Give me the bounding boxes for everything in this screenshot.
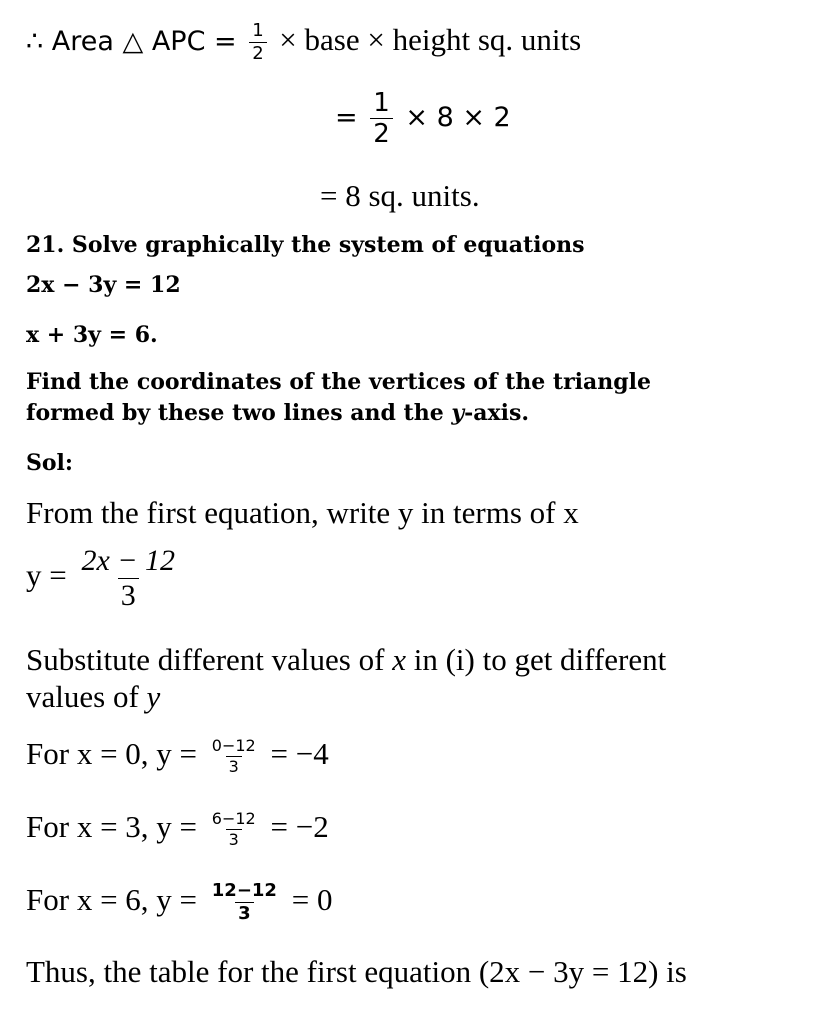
fraction-numerator: 0−12 [211,736,256,756]
row-prefix: For x = 0, y = [26,736,198,771]
fraction-numerator: 1 [373,88,390,118]
substitute-text: values of [26,679,147,714]
sol-label: Sol: [26,450,74,476]
area-formula-line [26,22,581,63]
row-fraction [209,738,259,775]
fraction-numerator: 6−12 [211,809,256,829]
half-fraction [249,22,266,63]
fraction-numerator: 1 [252,20,264,41]
fraction-denominator: 3 [226,756,242,775]
find-instruction-line-2 [26,400,529,426]
find-line2-suffix: -axis. [464,400,530,426]
substitute-text: Substitute different values of [26,642,393,677]
area-formula-suffix: × base × height sq. units [279,22,582,57]
fraction-numerator: 2x − 12 [81,544,176,577]
half-fraction [370,90,393,147]
y-expression [26,546,182,611]
row-prefix: For x = 6, y = [26,882,198,917]
value-row-3 [26,882,332,923]
row-fraction [209,811,259,848]
substitute-var: x [392,642,406,677]
row-result: = 0 [291,882,333,917]
row-result: = −4 [270,736,329,771]
area-substitution-suffix: × 8 × 2 [405,102,511,133]
find-instruction-line-1: Find the coordinates of the vertices of the triangle [26,369,652,395]
find-line2-prefix: formed by these two lines and the [26,400,452,426]
y-label: y = [26,557,67,593]
substitute-line-2 [26,679,160,715]
equals-sign: = [335,102,358,133]
y-fraction [78,546,178,611]
fraction-denominator: 3 [118,578,139,611]
solution-intro: From the first equation, write y in terms of x [26,495,579,530]
row-fraction [209,882,280,923]
value-row-2 [26,809,329,848]
area-result: = 8 sq. units. [320,178,480,213]
row-result: = −2 [270,809,329,844]
fraction-denominator: 2 [370,118,393,147]
substitute-line-1 [26,642,666,678]
equation-2: x + 3y = 6. [26,322,158,348]
fraction-denominator: 3 [235,902,254,923]
fraction-denominator: 2 [249,42,266,63]
substitute-var: y [146,679,161,714]
row-prefix: For x = 3, y = [26,809,198,844]
table-conclusion: Thus, the table for the first equation (2x − 3y = 12) is [26,954,687,989]
fraction-denominator: 3 [226,829,242,848]
find-line2-var: y [451,400,465,426]
area-formula-prefix: ∴ Area △ APC = [26,26,237,57]
substitute-text-end: in (i) to get different [405,642,667,677]
equation-1: 2x − 3y = 12 [26,272,181,298]
fraction-numerator: 12−12 [211,880,277,902]
area-substitution-line [335,90,511,147]
question-title: 21. Solve graphically the system of equations [26,232,585,258]
value-row-1 [26,736,329,775]
